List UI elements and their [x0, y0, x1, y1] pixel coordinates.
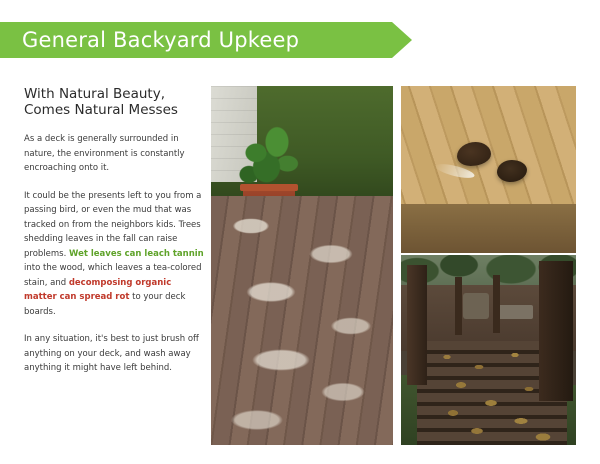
droppings-photo-shadow — [401, 204, 576, 253]
paragraph-2-part-3: to your deck boards. — [24, 292, 186, 317]
banner-arrow-shape — [392, 22, 412, 58]
paragraph-1: As a deck is generally surrounded in nature, the environment is constantly encroaching onto it. — [24, 134, 185, 173]
highlight-tannin: Wet leaves can leach tannin — [69, 248, 204, 259]
paragraph-2-part-1: It could be the presents left to you from a passing bird, or even the mud that was tracked on from the neighbors kids. Trees shedding leaves in the fall can raise problems. — [24, 190, 202, 259]
subheading-line-2: Comes Natural Messes — [24, 102, 178, 118]
stairs-photo-chair — [463, 293, 489, 319]
deck-photo-stains — [211, 196, 393, 445]
photo-weathered-deck — [211, 86, 393, 445]
stairs-photo-railing-right — [539, 261, 573, 401]
stairs-photo-post-right — [493, 275, 500, 333]
paragraph-2-part-2: into the wood, which leaves a tea-colored stain, and — [24, 263, 202, 288]
photo-leaf-covered-stairs — [401, 255, 576, 445]
subheading — [24, 86, 204, 118]
highlight-rot: decomposing organic matter can spread rot — [24, 277, 172, 302]
photo-bird-droppings — [401, 86, 576, 253]
header-banner — [0, 22, 392, 58]
stairs-photo-railing-left — [407, 265, 427, 385]
paragraph-2 — [24, 189, 204, 320]
stairs-photo-post-left — [455, 277, 462, 335]
paragraph-3: In any situation, it's best to just brush off anything on your deck, and wash away anything it might have left behind. — [24, 334, 199, 373]
subheading-line-1: With Natural Beauty, — [24, 86, 165, 102]
page-title: General Backyard Upkeep — [22, 28, 300, 52]
text-column — [24, 86, 204, 389]
